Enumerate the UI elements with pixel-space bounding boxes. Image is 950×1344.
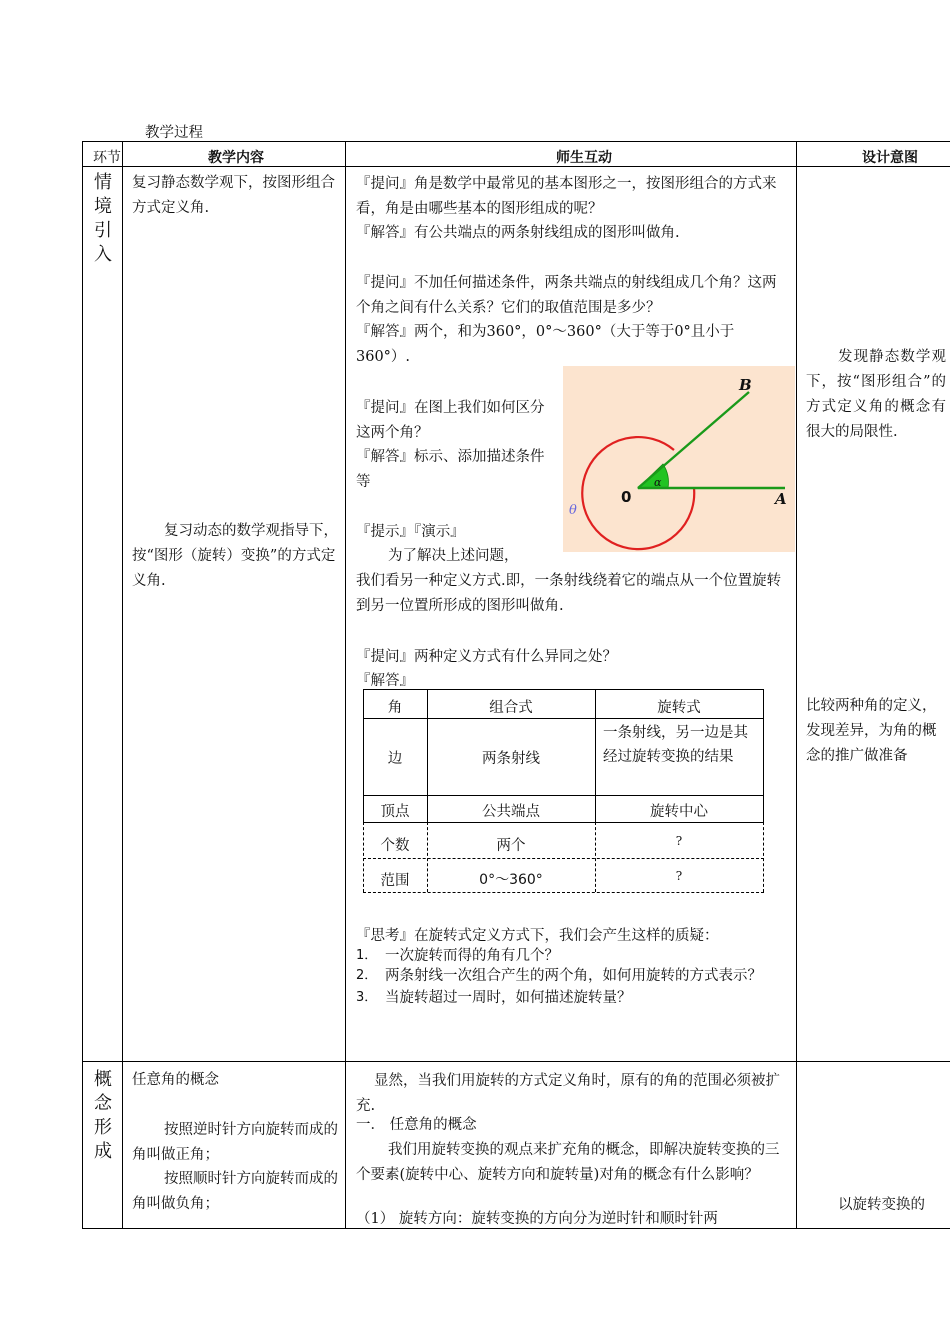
table-cell: 两条射线 (482, 751, 540, 767)
hint-body-1: 为了解决上述问题， (388, 548, 519, 564)
table-top-border (82, 141, 950, 142)
table-cell: 个数 (380, 838, 410, 854)
think-list (356, 946, 786, 1008)
table-cell: 一条射线，另一边是其经过旋转变换的结果 (603, 725, 748, 765)
angle-figure (563, 366, 795, 552)
content-positive-angle: 按照逆时针方向旋转而成的角叫做正角； (132, 1122, 338, 1163)
header-stage: 环节 (93, 150, 121, 166)
label-alpha: α (654, 476, 662, 489)
list-item: 3． 当旋转超过一周时，如何描述旋转量？ (356, 990, 632, 1006)
hint-label: 『提示』『演示』 (356, 524, 465, 540)
content-static-review: 复习静态数学观下，按图形组合方式定义角. (132, 175, 335, 216)
table-cell: 边 (387, 751, 403, 767)
answer-2: 『解答』两个，和为360°，0°～360°（大于等于0°且小于360°）. (356, 324, 735, 365)
col-border-1 (122, 141, 123, 1229)
header-intent: 设计意图 (862, 150, 918, 166)
section-caption: 教学过程 (145, 125, 203, 141)
table-cell: 两个 (496, 838, 526, 854)
col-border-2 (345, 141, 346, 1229)
stage-label-intro: 情境引入 (94, 172, 112, 265)
intent-static-limit: 发现静态数学观下，按“图形组合”的方式定义角的概念有很大的局限性. (806, 349, 946, 440)
table-cell: 范围 (380, 873, 410, 889)
think-prompt: 『思考』在旋转式定义方式下，我们会产生这样的质疑： (356, 928, 719, 944)
list-item: 1． 一次旋转而得的角有几个？ (356, 948, 559, 964)
content-negative-angle: 按照顺时针方向旋转而成的角叫做负角； (132, 1171, 338, 1212)
concept-para-2: 一． 任意角的概念 (356, 1117, 477, 1133)
table-cell: 0°～360° (479, 872, 543, 888)
table-header: 旋转式 (657, 700, 701, 716)
label-O: 0 (621, 488, 632, 506)
intent-rotation: 以旋转变换的 (838, 1197, 925, 1213)
header-interaction: 师生互动 (556, 150, 612, 166)
list-item: 2． 两条射线一次组合产生的两个角，如何用旋转的方式表示？ (356, 968, 762, 984)
label-theta: θ (569, 503, 577, 518)
stage-label-concept: 概念形成 (94, 1069, 112, 1162)
table-cell: 公共端点 (482, 804, 540, 820)
question-3: 『提问』在图上我们如何区分这两个角？ (356, 400, 545, 441)
col-border-0 (82, 141, 83, 1229)
table-header: 组合式 (489, 700, 533, 716)
hint-body-2: 我们看另一种定义方式.即，一条射线绕着它的端点从一个位置旋转到另一位置所形成的图形叫做角. (356, 573, 782, 614)
question-4: 『提问』两种定义方式有什么异同之处？ (356, 649, 617, 665)
concept-para-3: 我们用旋转变换的观点来扩充角的概念，即解决旋转变换的三个要素(旋转中心、旋转方向和旋转量)对角的概念有什么影响？ (356, 1142, 780, 1183)
answer-3: 『解答』标示、添加描述条件等 (356, 449, 545, 490)
table-cell: ? (675, 869, 683, 883)
content-dynamic-review: 复习动态的数学观指导下，按“图形（旋转）变换”的方式定义角. (132, 523, 338, 589)
answer-4: 『解答』 (356, 673, 414, 689)
concept-para-1: 显然，当我们用旋转的方式定义角时，原有的角的范围必须被扩充. (356, 1073, 780, 1114)
label-A: A (775, 490, 787, 508)
content-concept-title: 任意角的概念 (132, 1072, 219, 1088)
concept-para-4: （1） 旋转方向：旋转变换的方向分为逆时针和顺时针两 (356, 1211, 718, 1227)
section-divider (82, 1061, 950, 1062)
table-cell: 旋转中心 (650, 804, 708, 820)
header-content: 教学内容 (208, 150, 264, 166)
col-border-3 (796, 141, 797, 1229)
intent-compare: 比较两种角的定义，发现差异，为角的概念的推广做准备 (806, 698, 937, 764)
answer-1: 『解答』有公共端点的两条射线组成的图形叫做角. (356, 225, 680, 241)
angle-diagram (563, 366, 795, 552)
table-header: 角 (387, 700, 403, 716)
question-1: 『提问』角是数学中最常见的基本图形之一，按图形组合的方式来看，角是由哪些基本的图形组成的呢？ (356, 176, 777, 217)
question-2: 『提问』不加任何描述条件，两条共端点的射线组成几个角？这两个角之间有什么关系？它们的取值范围是多少？ (356, 275, 777, 316)
table-cell: 顶点 (380, 804, 410, 820)
label-B: B (739, 376, 752, 394)
table-cell: ? (675, 834, 683, 848)
